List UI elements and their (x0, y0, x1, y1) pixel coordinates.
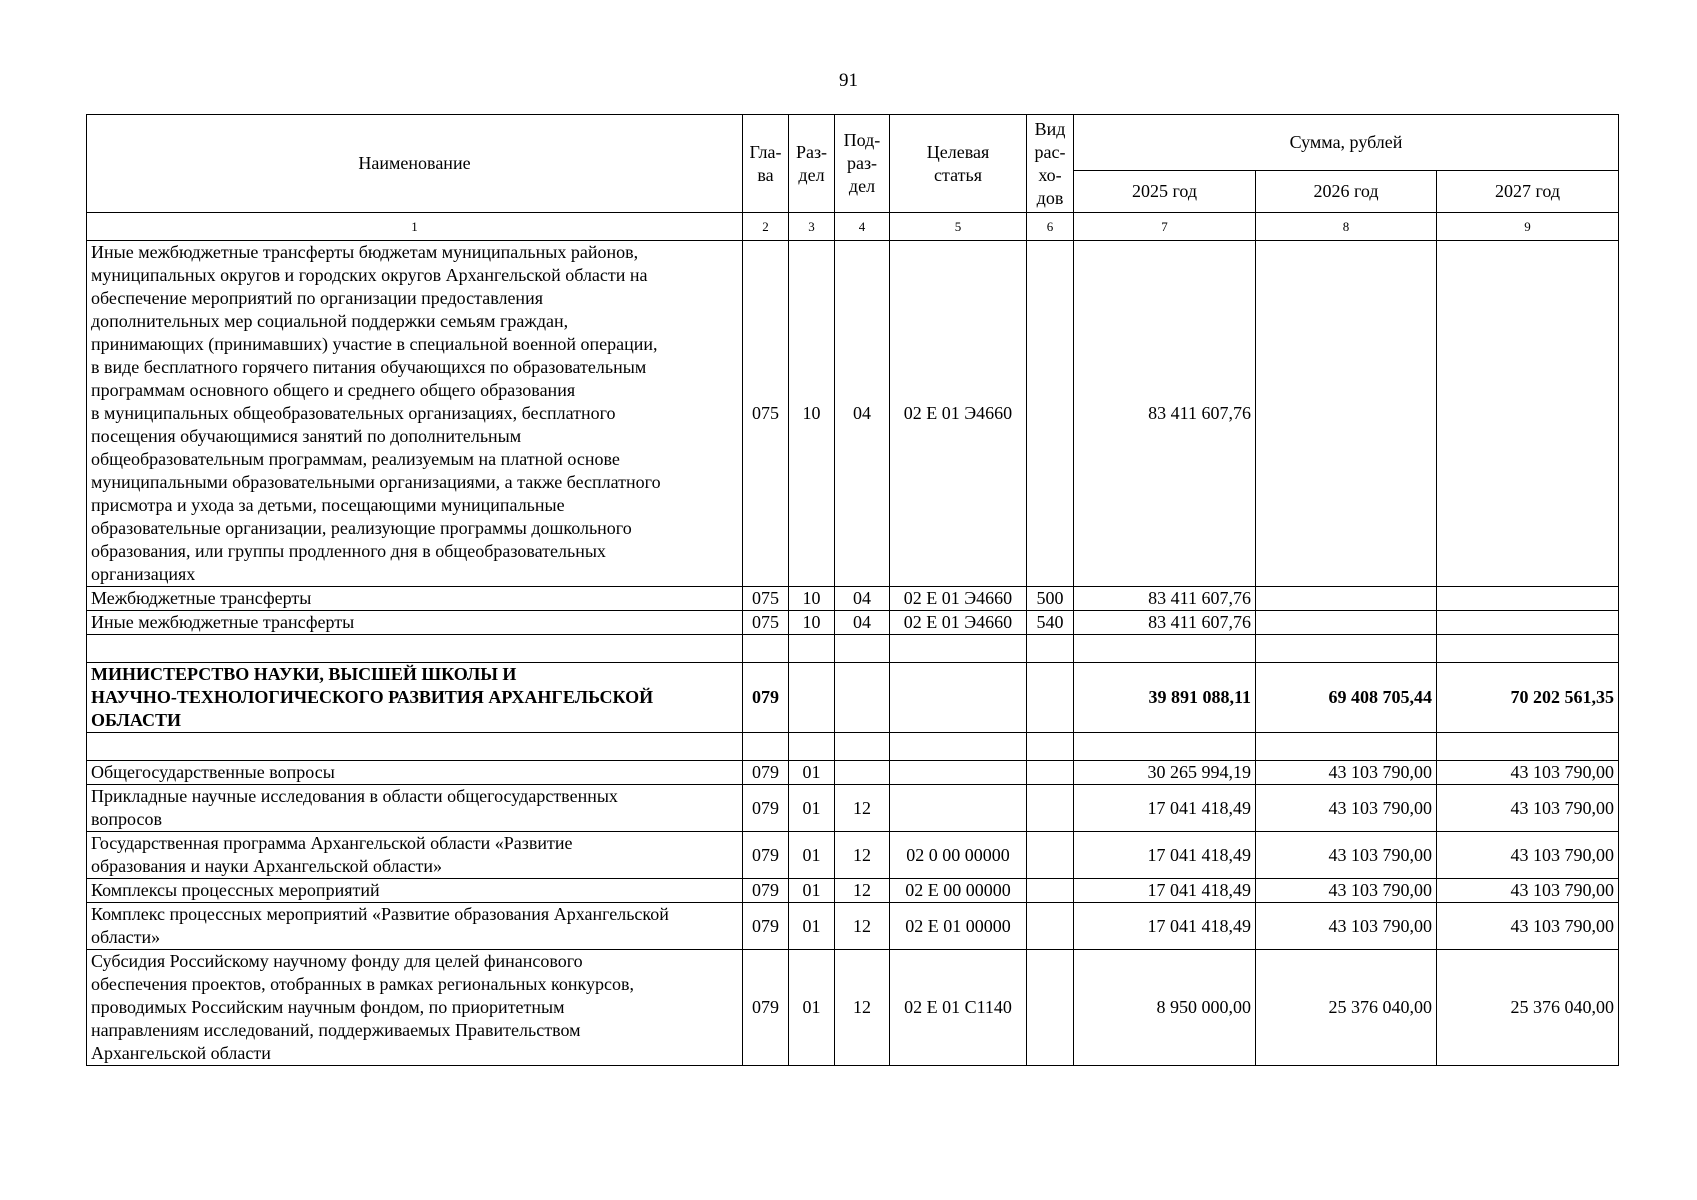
row-amount-2026: 43 103 790,00 (1256, 879, 1437, 903)
row-razdel: 01 (789, 879, 835, 903)
row-amount-2025: 83 411 607,76 (1074, 611, 1256, 635)
column-index: 3 (789, 213, 835, 241)
row-razdel: 01 (789, 950, 835, 1066)
row-amount-2025 (1074, 733, 1256, 761)
row-amount-2025: 83 411 607,76 (1074, 587, 1256, 611)
row-amount-2027 (1437, 241, 1619, 587)
table-row (87, 587, 1619, 611)
header-razdel: Раз- дел (789, 115, 835, 213)
table-row (87, 241, 1619, 587)
row-glava: 079 (743, 785, 789, 832)
row-amount-2025: 39 891 088,11 (1074, 663, 1256, 733)
header-tselevaya: Целевая статья (890, 115, 1027, 213)
row-glava: 079 (743, 903, 789, 950)
row-podrazdel: 04 (835, 587, 890, 611)
table-row (87, 832, 1619, 879)
table-row (87, 950, 1619, 1066)
column-index: 4 (835, 213, 890, 241)
row-glava: 079 (743, 663, 789, 733)
row-podrazdel: 12 (835, 785, 890, 832)
column-index: 6 (1027, 213, 1074, 241)
row-name: Комплекс процессных мероприятий «Развитие образования Архангельской области» (87, 903, 743, 950)
row-vid (1027, 241, 1074, 587)
column-index: 8 (1256, 213, 1437, 241)
row-amount-2026: 43 103 790,00 (1256, 903, 1437, 950)
row-amount-2026 (1256, 241, 1437, 587)
row-amount-2025: 17 041 418,49 (1074, 903, 1256, 950)
row-amount-2027 (1437, 635, 1619, 663)
row-amount-2026: 43 103 790,00 (1256, 785, 1437, 832)
row-tselevaya: 02 Е 01 Э4660 (890, 611, 1027, 635)
page-number: 91 (839, 70, 858, 91)
row-razdel: 01 (789, 761, 835, 785)
row-amount-2027: 43 103 790,00 (1437, 832, 1619, 879)
row-vid (1027, 761, 1074, 785)
row-name: Прикладные научные исследования в области общегосударственных вопросов (87, 785, 743, 832)
row-amount-2025: 83 411 607,76 (1074, 241, 1256, 587)
row-name (87, 733, 743, 761)
row-podrazdel: 12 (835, 832, 890, 879)
row-name: Государственная программа Архангельской области «Развитие образования и науки Архангельской области» (87, 832, 743, 879)
row-tselevaya (890, 785, 1027, 832)
row-tselevaya: 02 Е 01 Э4660 (890, 587, 1027, 611)
row-amount-2026 (1256, 635, 1437, 663)
row-glava: 079 (743, 879, 789, 903)
row-razdel: 01 (789, 785, 835, 832)
row-vid (1027, 635, 1074, 663)
row-name: Межбюджетные трансферты (87, 587, 743, 611)
row-tselevaya (890, 733, 1027, 761)
row-tselevaya: 02 Е 01 С1140 (890, 950, 1027, 1066)
row-name: Иные межбюджетные трансферты бюджетам муниципальных районов, муниципальных округов и городских округов Архангельской области на обеспечение мероприятий по организации предоставления дополнительных мер социальной поддержки семьям граждан, принимающих (принимавших) участие в специальной военной операции, в виде бесплатного горячего питания обучающихся по образовательным программам основного общего и среднего общего образования в муниципальных общеобразовательных организациях, бесплатного посещения обучающимися занятий по дополнительным общеобразовательным программам, реализуемым на платной основе муниципальными образовательными организациями, а также бесплатного присмотра и ухода за детьми, посещающими муниципальные образовательные организации, реализующие программы дошкольного образования, или группы продленного дня в общеобразовательных организациях (87, 241, 743, 587)
row-tselevaya (890, 761, 1027, 785)
row-podrazdel (835, 663, 890, 733)
row-glava: 079 (743, 761, 789, 785)
column-index: 2 (743, 213, 789, 241)
row-podrazdel: 12 (835, 879, 890, 903)
row-razdel (789, 663, 835, 733)
row-glava: 075 (743, 587, 789, 611)
row-name: Общегосударственные вопросы (87, 761, 743, 785)
table-row (87, 785, 1619, 832)
table-row-empty (87, 733, 1619, 761)
row-razdel (789, 733, 835, 761)
row-name: Иные межбюджетные трансферты (87, 611, 743, 635)
row-amount-2026: 25 376 040,00 (1256, 950, 1437, 1066)
table-row (87, 663, 1619, 733)
table-row (87, 879, 1619, 903)
row-tselevaya: 02 Е 00 00000 (890, 879, 1027, 903)
header-summa: Сумма, рублей (1074, 115, 1619, 171)
row-amount-2025 (1074, 635, 1256, 663)
row-amount-2027 (1437, 733, 1619, 761)
row-glava: 079 (743, 832, 789, 879)
row-vid: 500 (1027, 587, 1074, 611)
column-index: 7 (1074, 213, 1256, 241)
row-amount-2026: 69 408 705,44 (1256, 663, 1437, 733)
row-amount-2025: 8 950 000,00 (1074, 950, 1256, 1066)
row-razdel: 10 (789, 611, 835, 635)
table-row (87, 903, 1619, 950)
row-amount-2027 (1437, 611, 1619, 635)
row-tselevaya (890, 635, 1027, 663)
row-tselevaya: 02 Е 01 00000 (890, 903, 1027, 950)
row-amount-2026 (1256, 611, 1437, 635)
row-podrazdel: 04 (835, 241, 890, 587)
row-amount-2027: 70 202 561,35 (1437, 663, 1619, 733)
row-podrazdel (835, 733, 890, 761)
row-amount-2027: 43 103 790,00 (1437, 761, 1619, 785)
row-name: МИНИСТЕРСТВО НАУКИ, ВЫСШЕЙ ШКОЛЫ И НАУЧНО-ТЕХНОЛОГИЧЕСКОГО РАЗВИТИЯ АРХАНГЕЛЬСКОЙ ОБЛАСТИ (87, 663, 743, 733)
row-vid (1027, 733, 1074, 761)
row-glava (743, 733, 789, 761)
header-2027: 2027 год (1437, 171, 1619, 213)
row-podrazdel: 04 (835, 611, 890, 635)
table-row (87, 761, 1619, 785)
row-podrazdel: 12 (835, 950, 890, 1066)
header-glava: Гла- ва (743, 115, 789, 213)
row-tselevaya (890, 663, 1027, 733)
column-index: 1 (87, 213, 743, 241)
row-glava (743, 635, 789, 663)
row-name: Комплексы процессных мероприятий (87, 879, 743, 903)
row-glava: 075 (743, 611, 789, 635)
row-amount-2026: 43 103 790,00 (1256, 832, 1437, 879)
header-2025: 2025 год (1074, 171, 1256, 213)
column-index-row (87, 213, 1619, 241)
row-glava: 075 (743, 241, 789, 587)
row-razdel: 01 (789, 903, 835, 950)
row-vid: 540 (1027, 611, 1074, 635)
row-amount-2026 (1256, 733, 1437, 761)
row-tselevaya: 02 0 00 00000 (890, 832, 1027, 879)
table-row-empty (87, 635, 1619, 663)
row-glava: 079 (743, 950, 789, 1066)
row-amount-2027 (1437, 587, 1619, 611)
row-podrazdel (835, 635, 890, 663)
row-vid (1027, 903, 1074, 950)
row-amount-2027: 43 103 790,00 (1437, 903, 1619, 950)
row-podrazdel: 12 (835, 903, 890, 950)
column-index: 5 (890, 213, 1027, 241)
header-2026: 2026 год (1256, 171, 1437, 213)
row-name (87, 635, 743, 663)
row-vid (1027, 879, 1074, 903)
row-vid (1027, 832, 1074, 879)
header-name: Наименование (87, 115, 743, 213)
header-vid: Вид рас- хо- дов (1027, 115, 1074, 213)
header-podrazdel: Под- раз- дел (835, 115, 890, 213)
row-vid (1027, 663, 1074, 733)
row-amount-2027: 43 103 790,00 (1437, 879, 1619, 903)
budget-table (86, 114, 1619, 1066)
row-amount-2026 (1256, 587, 1437, 611)
row-amount-2027: 43 103 790,00 (1437, 785, 1619, 832)
row-vid (1027, 785, 1074, 832)
row-razdel: 10 (789, 241, 835, 587)
row-amount-2027: 25 376 040,00 (1437, 950, 1619, 1066)
row-amount-2025: 30 265 994,19 (1074, 761, 1256, 785)
column-index: 9 (1437, 213, 1619, 241)
row-amount-2026: 43 103 790,00 (1256, 761, 1437, 785)
row-name: Субсидия Российскому научному фонду для целей финансового обеспечения проектов, отобранных в рамках региональных конкурсов, проводимых Российским научным фондом, по приоритетным направлениям исследований, поддерживаемых Правительством Архангельской области (87, 950, 743, 1066)
row-tselevaya: 02 Е 01 Э4660 (890, 241, 1027, 587)
row-razdel: 10 (789, 587, 835, 611)
row-vid (1027, 950, 1074, 1066)
row-razdel: 01 (789, 832, 835, 879)
row-amount-2025: 17 041 418,49 (1074, 785, 1256, 832)
table-row (87, 611, 1619, 635)
row-razdel (789, 635, 835, 663)
row-podrazdel (835, 761, 890, 785)
row-amount-2025: 17 041 418,49 (1074, 879, 1256, 903)
row-amount-2025: 17 041 418,49 (1074, 832, 1256, 879)
